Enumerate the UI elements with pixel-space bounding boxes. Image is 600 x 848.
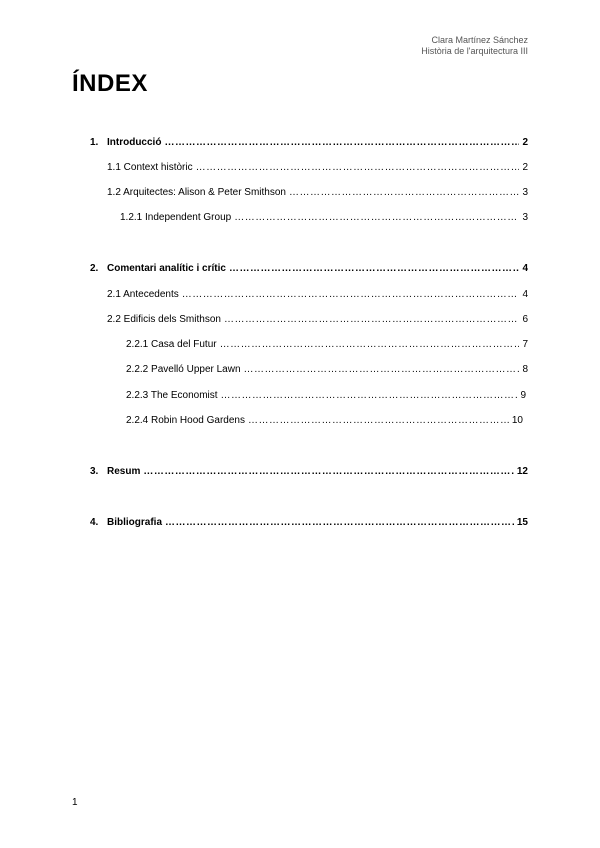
toc-entry-label: 2.2.1 Casa del Futur: [126, 339, 217, 350]
toc-entry-page: 3: [522, 212, 528, 223]
toc-entry-label: 2.2.4 Robin Hood Gardens: [126, 415, 245, 426]
toc-entry-label: 1.2.1 Independent Group: [120, 212, 232, 223]
toc-leader: [143, 466, 514, 477]
toc-entry-page: 9: [520, 390, 526, 401]
toc-entry-introduccio[interactable]: [90, 137, 528, 151]
toc-entry-antecedents[interactable]: [107, 289, 528, 303]
toc-entry-page: 2: [522, 162, 528, 173]
toc-entry-label: 2.1 Antecedents: [107, 289, 179, 300]
toc-leader: [182, 289, 520, 300]
toc-entry-page: 15: [516, 517, 528, 528]
toc-entry-label: 1.2 Arquitectes: Alison & Peter Smithson: [107, 187, 286, 198]
toc-entry-number: 3.: [90, 466, 99, 477]
toc-entry-upper-lawn[interactable]: [126, 364, 528, 378]
toc-entry-number: 4.: [90, 517, 99, 528]
toc-leader: [229, 263, 520, 274]
toc-entry-page: 6: [522, 314, 528, 325]
toc-entry-label: 2.2.2 Pavelló Upper Lawn: [126, 364, 241, 375]
toc-entry-page: 8: [522, 364, 528, 375]
toc-entry-label: Resum: [107, 466, 141, 477]
toc-entry-page: 2: [522, 137, 528, 148]
toc-leader: [244, 364, 520, 375]
toc-entry-label: Comentari analític i crític: [107, 263, 226, 274]
toc-entry-label: Introducció: [107, 137, 162, 148]
toc-entry-number: 2.: [90, 263, 99, 274]
toc-entry-resum[interactable]: [90, 466, 528, 480]
toc-entry-robin-hood-gardens[interactable]: [126, 415, 523, 429]
toc-leader: [196, 162, 520, 173]
toc-entry-independent-group[interactable]: [120, 212, 528, 226]
page-number: 1: [72, 797, 78, 808]
toc-entry-comentari[interactable]: [90, 263, 528, 277]
toc-entry-label: 2.2.3 The Economist: [126, 390, 218, 401]
toc-entry-casa-del-futur[interactable]: [126, 339, 528, 353]
toc-leader: [165, 517, 514, 528]
toc-leader: [289, 187, 519, 198]
header-course: Història de l'arquitectura III: [421, 46, 528, 56]
header-author: Clara Martínez Sánchez: [431, 35, 528, 45]
toc-entry-edificis[interactable]: [107, 314, 528, 328]
toc-entry-label: 1.1 Context històric: [107, 162, 193, 173]
toc-leader: [248, 415, 509, 426]
toc-entry-label: Bibliografia: [107, 517, 163, 528]
toc-leader: [224, 314, 519, 325]
toc-leader: [220, 339, 520, 350]
page-title: ÍNDEX: [72, 70, 148, 97]
toc-entry-arquitectes[interactable]: [107, 187, 528, 201]
toc-entry-label: 2.2 Edificis dels Smithson: [107, 314, 221, 325]
toc-leader: [221, 390, 518, 401]
toc-entry-page: 3: [522, 187, 528, 198]
toc-entry-page: 7: [522, 339, 528, 350]
toc-entry-context-historic[interactable]: [107, 162, 528, 176]
toc-entry-bibliografia[interactable]: [90, 517, 528, 531]
page-header: [421, 35, 528, 57]
toc-entry-page: 12: [516, 466, 528, 477]
toc-entry-the-economist[interactable]: [126, 390, 526, 404]
toc-leader: [164, 137, 519, 148]
toc-entry-page: 10: [511, 415, 523, 426]
toc-entry-number: 1.: [90, 137, 99, 148]
toc-leader: [234, 212, 519, 223]
toc-entry-page: 4: [522, 289, 528, 300]
toc-entry-page: 4: [522, 263, 528, 274]
